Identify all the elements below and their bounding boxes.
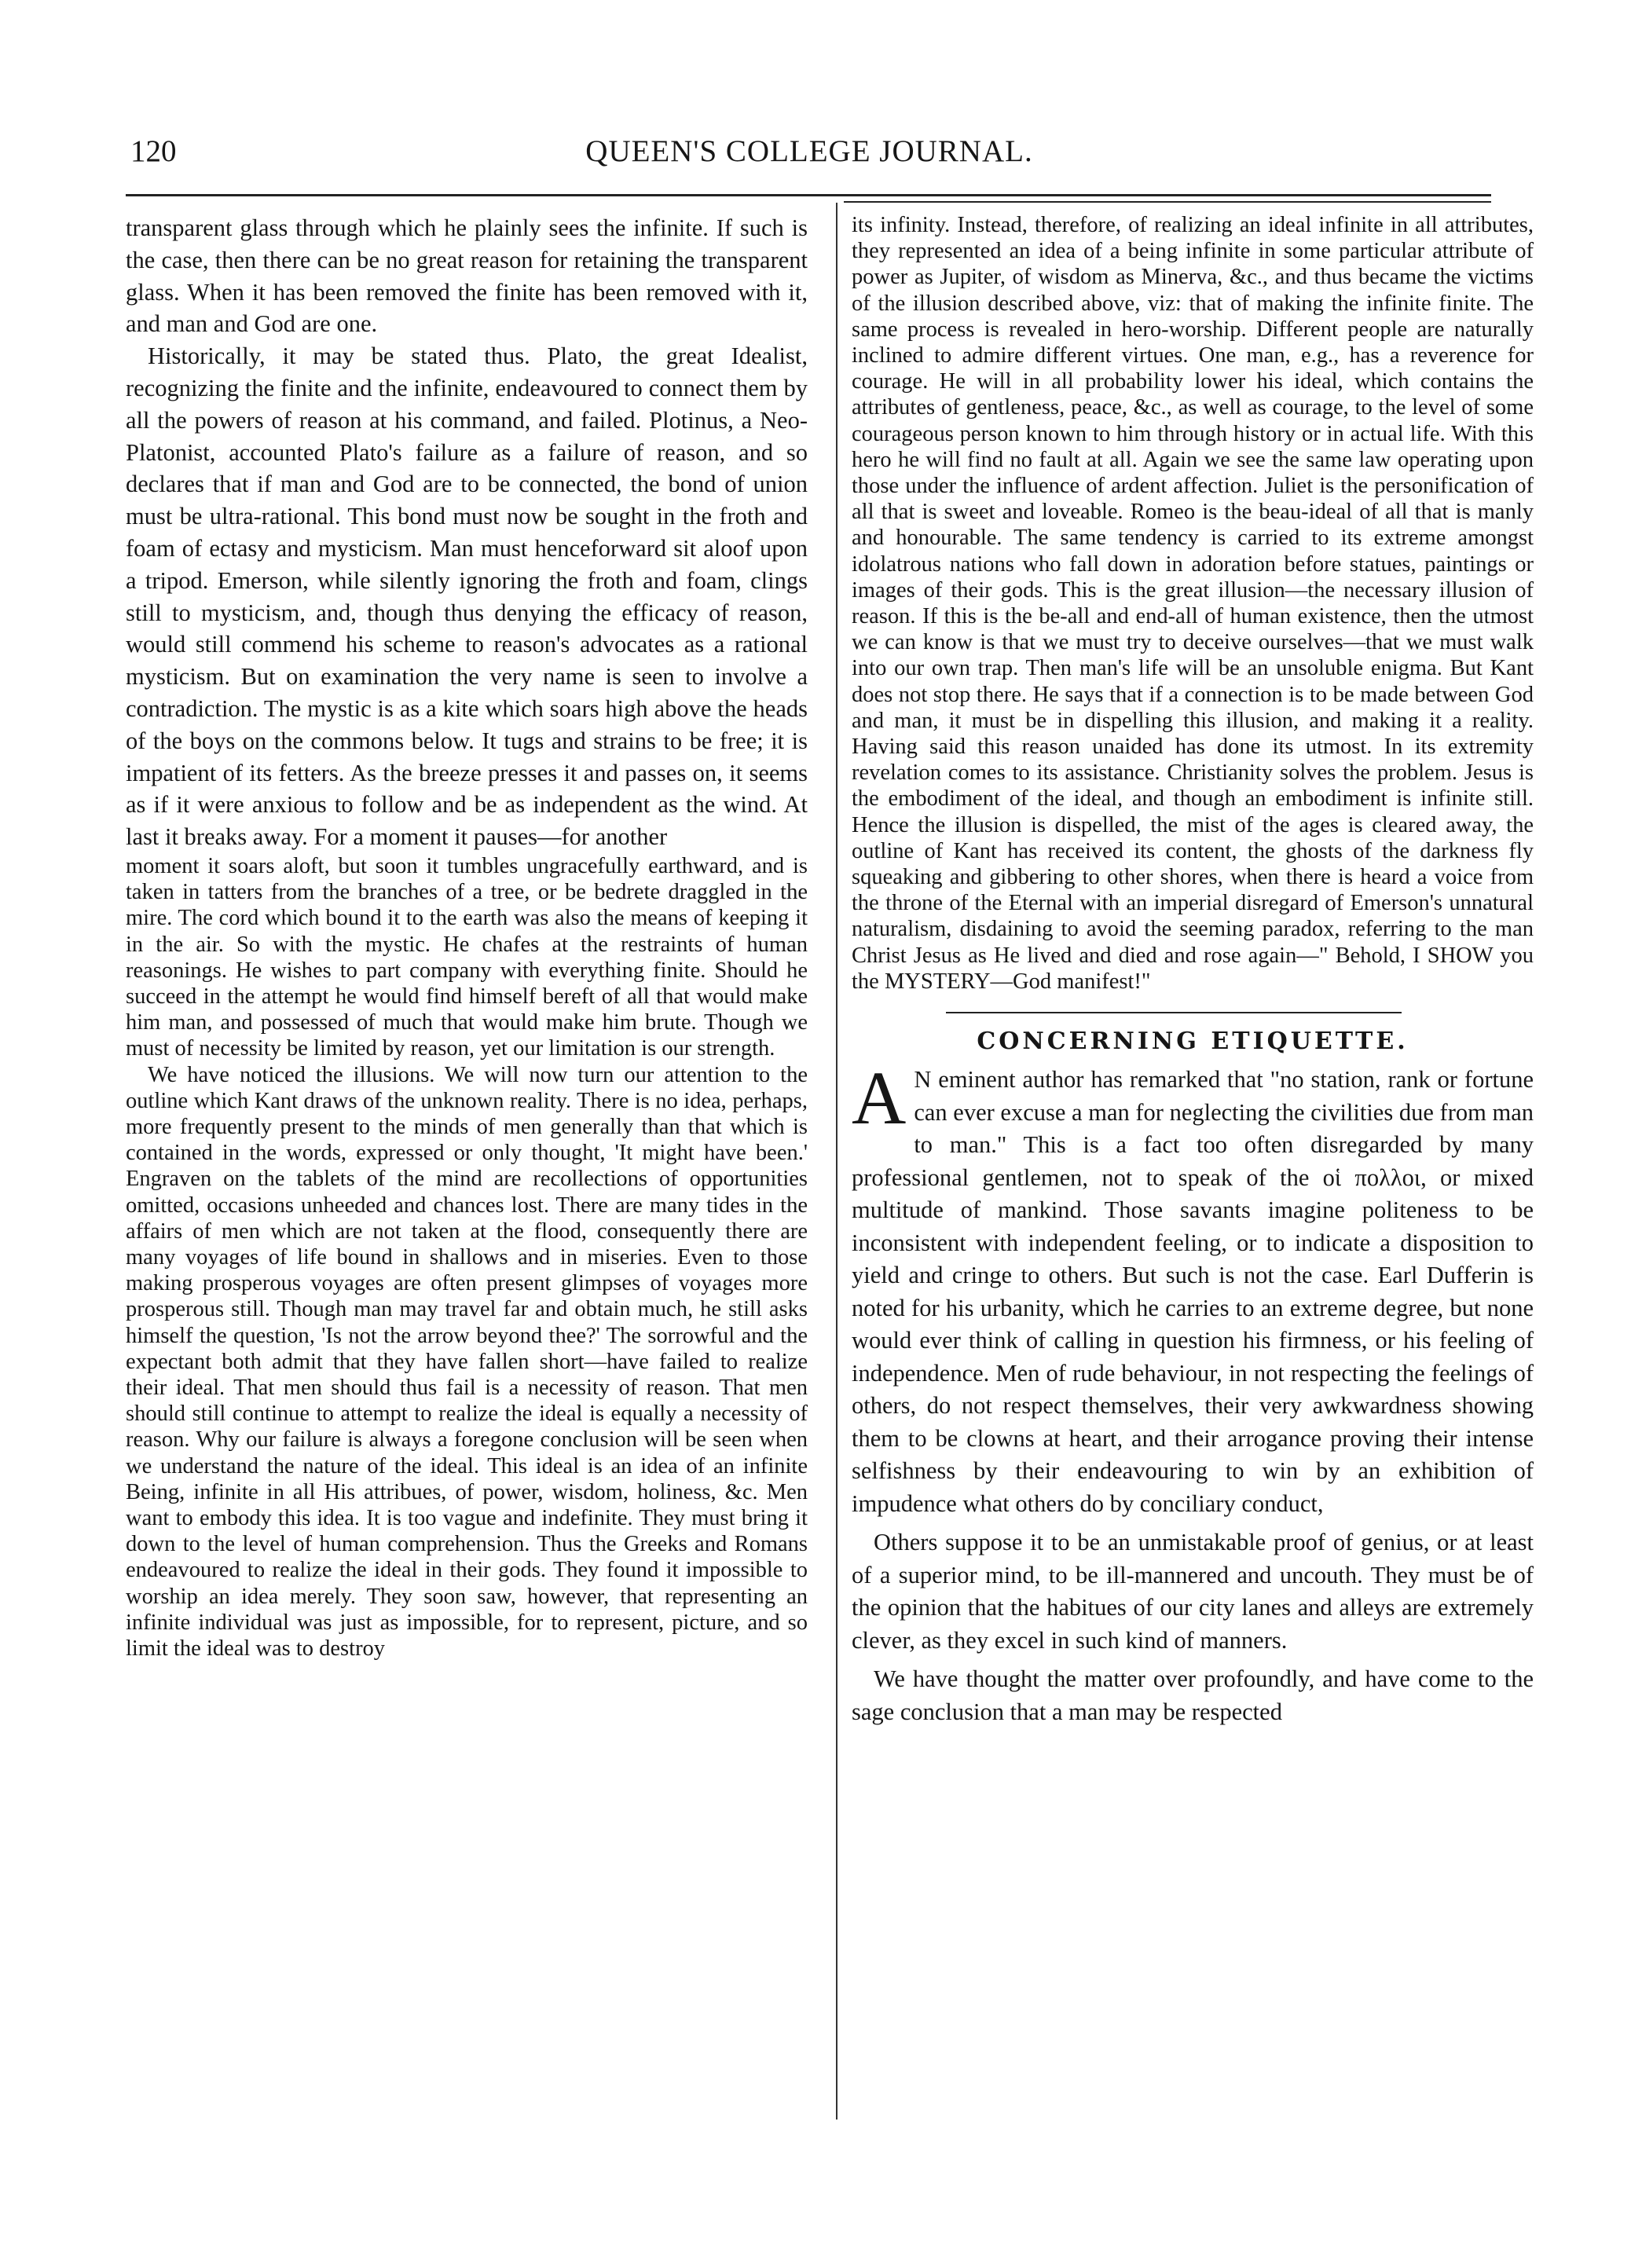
journal-title: QUEEN'S COLLEGE JOURNAL. (585, 134, 1033, 168)
paragraph-text: N eminent author has remarked that "no station, rank or fortune can ever excuse a man for neglecting the civilities due from man to man." This is a fact too often disregarded by many professional gentlemen, not to speak of the οἱ πολλοι, or mixed multitude of mankind. Those savants imagine politeness to be inconsistent with independent feeling, or to indicate a disposition to yield and cringe to others. But such is not the case. Earl Dufferin is noted for his urbanity, which he carries to an extreme degree, but none would ever think of calling in question his firmness, or his feeling of independence. Men of rude behaviour, in not respecting the feelings of others, do not respect themselves, their very awkwardness showing them to be clowns at heart, and their arrogance proving their intense selfishness by their endeavouring to win by an exhibition of impudence what others do by conciliary conduct, (852, 1066, 1534, 1517)
paragraph: transparent glass through which he plainly sees the infinite. If such is the case, then there can be no great reason for retaining the transparent glass. When it has been removed the finite has been removed with it, and man and God are one. (126, 214, 808, 338)
header-rule-double (844, 201, 1491, 203)
page-header (126, 132, 1493, 179)
page-number: 120 (130, 134, 177, 168)
paragraph: moment it soars aloft, but soon it tumbles ungracefully earthward, and is taken in tatters from the branches of a tree, or be bedrete draggled in the mire. The cord which bound it to the earth was also the means of keeping it in the air. So with the mystic. He chafes at the restraints of human reasonings. He wishes to part company with everything finite. Should he succeed in the attempt he would find himself bereft of all that would make him man, and possessed of much that would make him brute. Though we must of necessity be limited by reason, yet our limitation is our strength. (126, 853, 808, 1061)
paragraph: We have noticed the illusions. We will now turn our attention to the outline which Kant draws of the unknown reality. There is no idea, perhaps, more frequently present to the minds of men generally than that which is contained in the words, expressed or only thought, 'It might have been.' Engraven on the tablets of the mind are recollections of opportunities omitted, occasions unheeded and chances lost. There are many tides in the affairs of men which are not taken at the flood, consequently there are many voyages of life bound in shallows and in miseries. Even to those making prosperous voyages are often present glimpses of voyages more prosperous still. Though man may travel far and obtain much, he still asks himself the question, 'Is not the arrow beyond thee?' The sorrowful and the expectant both admit that they have fallen short—have failed to realize their ideal. That men should thus fail is a necessity of reason. That men should still continue to attempt to realize the ideal is equally a necessity of reason. Why our failure is always a foregone conclusion will be seen when we understand the nature of the ideal. This ideal is an idea of an infinite Being, infinite in all His attribues, of power, wisdom, holiness, &c. Men want to embody this idea. It is too vague and indefinite. They must bring it down to the level of human comprehension. Thus the Greeks and Romans endeavoured to realize the ideal in their gods. They found it impossible to worship an idea merely. They soon saw, however, that representing an infinite individual was just as impossible, for to represent, picture, and so limit the ideal was to destroy (126, 1062, 808, 1662)
section-rule (946, 1012, 1402, 1013)
article-paragraph: We have thought the matter over profoundly, and have come to the sage conclusion that a man may be respected (852, 1665, 1534, 1725)
column-divider (836, 203, 837, 2120)
article-paragraph (852, 1056, 1534, 1520)
right-column (852, 212, 1534, 1735)
section-title: CONCERNING ETIQUETTE. (977, 1028, 1409, 1056)
header-rule (126, 194, 1491, 196)
article-paragraph: Others suppose it to be an unmistakable proof of genius, or at least of a superior mind, to be ill-mannered and uncouth. They must be of the opinion that the habitues of our city lanes and alleys are extremely clever, as they excel in such kind of manners. (852, 1529, 1534, 1654)
left-column (126, 212, 808, 1662)
paragraph: Historically, it may be stated thus. Plato, the great Idealist, recognizing the finite and the infinite, endeavoured to connect them by all the powers of reason at his command, and failed. Plotinus, a Neo-Platonist, accounted Plato's failure as a failure of reason, and so declares that if man and God are to be connected, the bond of union must be ultra-rational. This bond must now be sought in the froth and foam of ectasy and mysticism. Man must henceforward sit aloof upon a tripod. Emerson, while silently ignoring the froth and foam, clings still to mysticism, and, though thus denying the efficacy of reason, would still commend his scheme to reason's advocates as a rational mysticism. But on examination the very name is seen to involve a contradiction. The mystic is as a kite which soars high above the heads of the boys on the commons below. It tugs and strains to be free; it is impatient of its fetters. As the breeze presses it and passes on, it seems as if it were anxious to follow and be as independent as the wind. At last it breaks away. For a moment it pauses—for another (126, 343, 808, 851)
drop-cap: A (852, 1056, 907, 1141)
paragraph: its infinity. Instead, therefore, of realizing an ideal infinite in all attributes, they represented an idea of a being infinite in some particular attribute of power as Jupiter, of wisdom as Minerva, &c., and thus became the victims of the illusion described above, viz: that of making the infinite finite. The same process is revealed in hero-worship. Different people are naturally inclined to admire different virtues. One man, e.g., has a reverence for courage. He will in all probability lower his ideal, which contains the attributes of gentleness, peace, &c., as well as courage, to the level of some courageous person known to him through history or in actual life. With this hero he will find no fault at all. Again we see the same law operating upon those under the influence of ardent affection. Juliet is the personification of all that is sweet and loveable. Romeo is the beau-ideal of all that is manly and honourable. The same tendency is carried to its extreme amongst idolatrous nations who fall down in adoration before statues, paintings or images of their gods. This is the great illusion—the necessary illusion of reason. If this is the be-all and end-all of human existence, then the utmost we can know is that we must try to deceive ourselves—that we must walk into our own trap. Then man's life will be an unsoluble enigma. But Kant does not stop there. He says that if a connection is to be made between God and man, it must be in dispelling this illusion, and making it a reality. Having said this reason unaided has done its utmost. In its extremity revelation comes to its assistance. Christianity solves the problem. Jesus is the embodiment of the ideal, and though an embodiment is infinite still. Hence the illusion is dispelled, the mist of the ages is cleared away, the outline of Kant has received its content, the ghosts of the darkness fly squeaking and gibbering to other shores, when there is heard a voice from the throne of the Eternal with an imperial disregard of Emerson's unnatural naturalism, disdaining to avoid the seeming paradox, referring to the man Christ Jesus as He lived and died and rose again—" Behold, I SHOW you the MYSTERY—God manifest!" (852, 213, 1534, 994)
